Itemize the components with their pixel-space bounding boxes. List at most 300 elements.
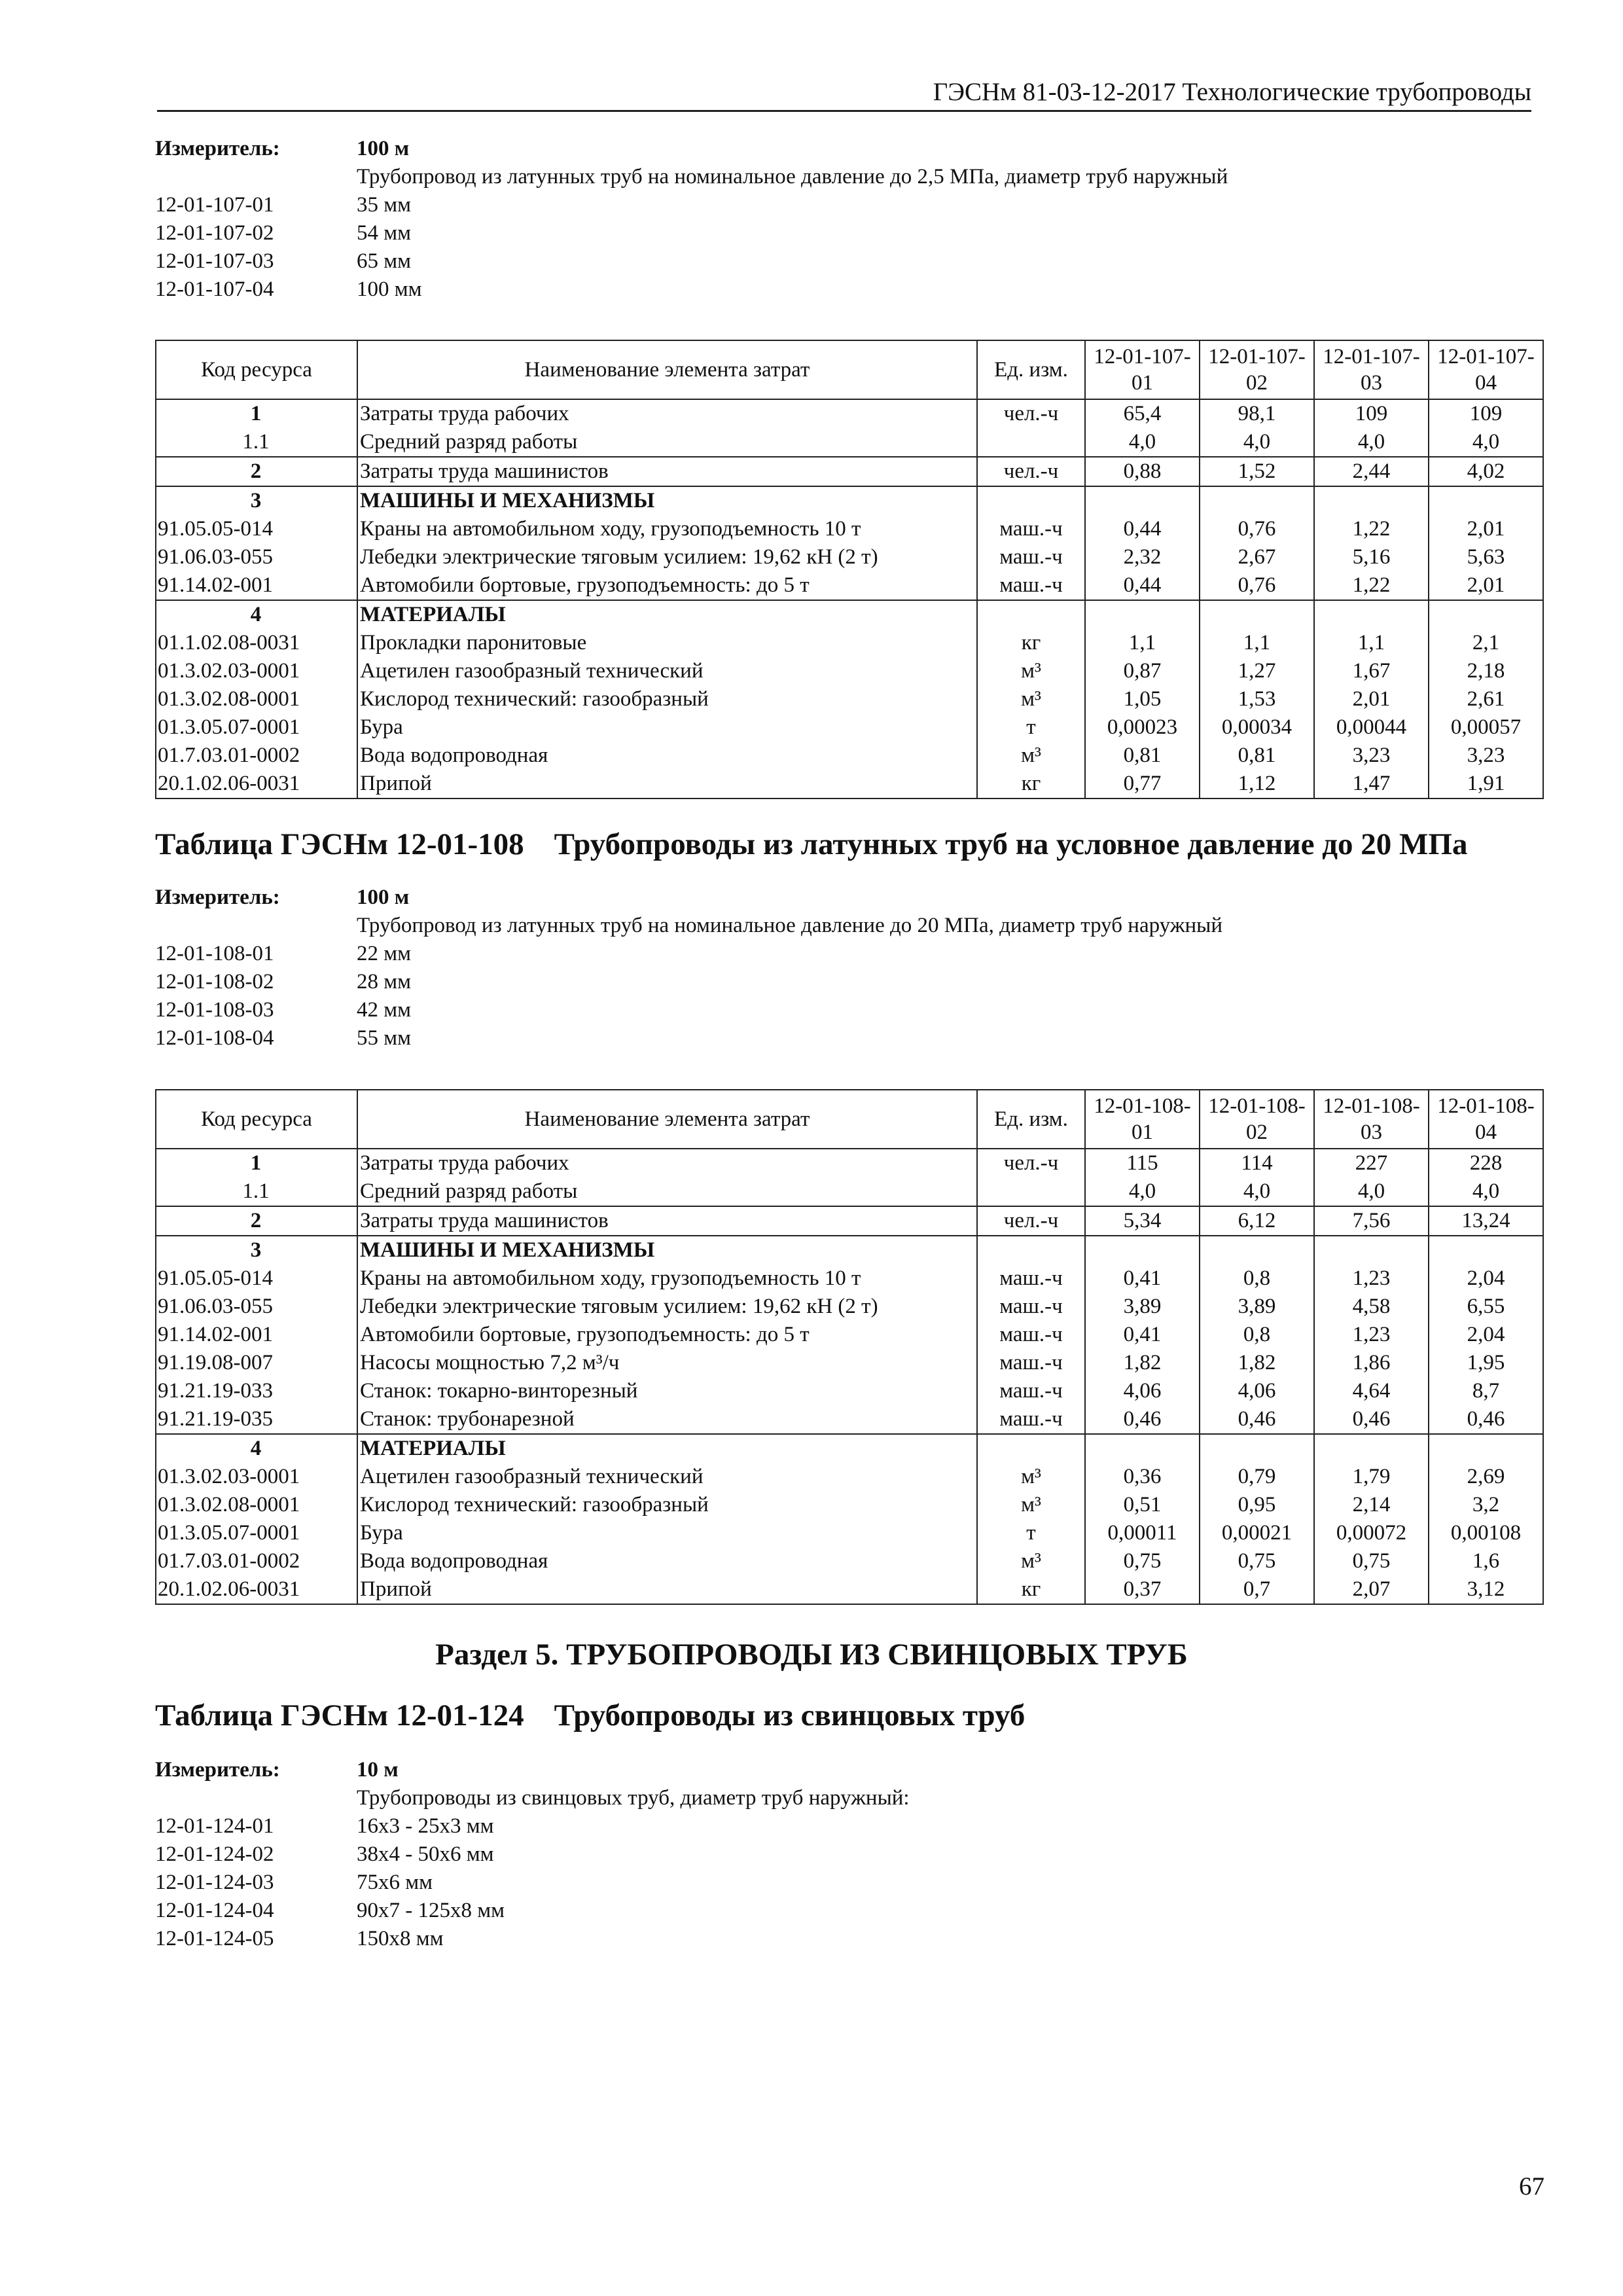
rate-value: 5,63 [1429,543,1543,571]
rate-value: 1,22 [1314,515,1429,543]
rate-value: 4,64 [1314,1377,1429,1405]
rate-value [1200,1236,1314,1265]
resource-unit [977,600,1085,629]
resource-name: Затраты труда машинистов [357,457,977,486]
rate-value: 0,46 [1200,1405,1314,1434]
resource-code: 20.1.02.06-0031 [156,770,357,798]
rate-value: 1,27 [1200,657,1314,685]
table-row [156,1293,1543,1321]
item-code: 12-01-108-04 [155,1026,274,1050]
table-row [156,1463,1543,1491]
rate-value: 2,61 [1429,685,1543,713]
item-value: 75x6 мм [357,1871,433,1894]
table-row [156,515,1543,543]
resource-name: Насосы мощностью 7,2 м³/ч [357,1349,977,1377]
rate-value: 4,58 [1314,1293,1429,1321]
rate-value: 1,23 [1314,1321,1429,1349]
table-row [156,685,1543,713]
item-code: 12-01-124-03 [155,1871,274,1894]
rate-value [1314,1236,1429,1265]
resource-unit: т [977,713,1085,742]
resource-code: 01.3.02.08-0001 [156,1491,357,1519]
rate-value: 4,06 [1085,1377,1200,1405]
rate-value: 5,16 [1314,543,1429,571]
table-row [156,1177,1543,1206]
rate-value: 1,86 [1314,1349,1429,1377]
resource-code: 01.7.03.01-0002 [156,742,357,770]
resource-name: Затраты труда рабочих [357,1149,977,1177]
table-header-row [156,340,1543,399]
resource-code: 2 [156,1206,357,1236]
resource-unit: чел.-ч [977,399,1085,428]
resource-name: Лебедки электрические тяговым усилием: 19,62 кН (2 т) [357,543,977,571]
rate-value: 0,41 [1085,1321,1200,1349]
resource-unit: чел.-ч [977,1149,1085,1177]
rate-value: 2,04 [1429,1321,1543,1349]
rate-value: 0,00044 [1314,713,1429,742]
resource-unit [977,1236,1085,1265]
resource-code: 01.3.05.07-0001 [156,1519,357,1547]
measure-block-108 [155,884,1543,1052]
rate-value: 0,8 [1200,1321,1314,1349]
table-title-108 [155,825,1543,863]
rate-value: 7,56 [1314,1206,1429,1236]
meter-value: 10 м [357,1758,399,1782]
rate-value: 109 [1429,399,1543,428]
rate-value: 0,95 [1200,1491,1314,1519]
rate-value: 227 [1314,1149,1429,1177]
rate-value [1085,1434,1200,1463]
resource-unit: маш.-ч [977,1321,1085,1349]
table-title-code: Таблица ГЭСНм 12-01-108 [155,827,524,861]
item-row [155,1840,1543,1869]
rate-value: 2,1 [1429,629,1543,657]
col-header-variant: 12-01-108-03 [1314,1090,1429,1149]
table-row [156,399,1543,428]
rate-value [1085,486,1200,515]
col-header-variant: 12-01-108-04 [1429,1090,1543,1149]
rate-value: 0,76 [1200,515,1314,543]
measure-block-107 [155,135,1543,304]
measure-description: Трубопроводы из свинцовых труб, диаметр труб наружный: [357,1786,910,1810]
item-code: 12-01-108-01 [155,942,274,965]
rate-value [1200,600,1314,629]
rate-value: 3,2 [1429,1491,1543,1519]
resource-unit: м³ [977,742,1085,770]
resource-code: 01.3.02.03-0001 [156,657,357,685]
resource-name: Затраты труда рабочих [357,399,977,428]
rate-value [1314,486,1429,515]
resource-name: Кислород технический: газообразный [357,685,977,713]
table-row [156,657,1543,685]
rate-value: 0,00011 [1085,1519,1200,1547]
item-value: 100 мм [357,278,422,301]
resource-unit: маш.-ч [977,571,1085,600]
table-row [156,1149,1543,1177]
resource-unit: т [977,1519,1085,1547]
resource-unit: чел.-ч [977,457,1085,486]
rate-value: 2,67 [1200,543,1314,571]
resource-unit [977,1434,1085,1463]
item-code: 12-01-108-02 [155,970,274,994]
resource-name: Припой [357,1575,977,1604]
resource-table-108 [155,1089,1544,1605]
table-row [156,1206,1543,1236]
resource-code: 91.21.19-033 [156,1377,357,1405]
item-row [155,1925,1543,1953]
resource-code: 91.19.08-007 [156,1349,357,1377]
table-row [156,1547,1543,1575]
table-row [156,1575,1543,1604]
rate-value [1314,1434,1429,1463]
resource-unit: м³ [977,685,1085,713]
resource-unit: маш.-ч [977,1405,1085,1434]
resource-code: 3 [156,486,357,515]
rate-value: 0,81 [1200,742,1314,770]
item-code: 12-01-124-05 [155,1927,274,1950]
resource-code: 91.14.02-001 [156,1321,357,1349]
resource-name: Ацетилен газообразный технический [357,657,977,685]
rate-value: 98,1 [1200,399,1314,428]
rate-value: 0,75 [1314,1547,1429,1575]
resource-name: МАТЕРИАЛЫ [357,600,977,629]
resource-unit: чел.-ч [977,1206,1085,1236]
item-value: 65 мм [357,249,412,273]
rate-value: 6,12 [1200,1206,1314,1236]
rate-value: 0,51 [1085,1491,1200,1519]
rate-value: 1,95 [1429,1349,1543,1377]
resource-unit [977,428,1085,457]
item-value: 55 мм [357,1026,412,1050]
col-header-code: Код ресурса [156,340,357,399]
table-row [156,428,1543,457]
resource-name: Станок: токарно-винторезный [357,1377,977,1405]
resource-name: Ацетилен газообразный технический [357,1463,977,1491]
col-header-name: Наименование элемента затрат [357,1090,977,1149]
resource-unit: маш.-ч [977,1293,1085,1321]
rate-value: 1,6 [1429,1547,1543,1575]
resource-code: 1.1 [156,428,357,457]
rate-value: 0,46 [1429,1405,1543,1434]
rate-value: 0,79 [1200,1463,1314,1491]
rate-value: 1,1 [1314,629,1429,657]
table-row [156,1405,1543,1434]
rate-value: 1,22 [1314,571,1429,600]
resource-unit: кг [977,1575,1085,1604]
table-row [156,713,1543,742]
item-row [155,276,1543,304]
item-code: 12-01-107-01 [155,193,274,217]
rate-value: 0,00108 [1429,1519,1543,1547]
resource-unit: кг [977,629,1085,657]
rate-value: 1,05 [1085,685,1200,713]
resource-unit: маш.-ч [977,1349,1085,1377]
col-header-variant: 12-01-107-03 [1314,340,1429,399]
rate-value: 228 [1429,1149,1543,1177]
resource-code: 91.05.05-014 [156,1265,357,1293]
resource-name: Станок: трубонарезной [357,1405,977,1434]
resource-name: МАТЕРИАЛЫ [357,1434,977,1463]
item-code: 12-01-124-04 [155,1899,274,1922]
rate-value [1200,486,1314,515]
rate-value: 0,77 [1085,770,1200,798]
resource-unit: м³ [977,1463,1085,1491]
resource-code: 01.7.03.01-0002 [156,1547,357,1575]
resource-code: 1.1 [156,1177,357,1206]
rate-value: 1,47 [1314,770,1429,798]
rate-value: 1,1 [1085,629,1200,657]
rate-value: 0,46 [1085,1405,1200,1434]
item-value: 28 мм [357,970,412,994]
item-row [155,1869,1543,1897]
resource-code: 91.05.05-014 [156,515,357,543]
rate-value: 8,7 [1429,1377,1543,1405]
rate-value: 2,04 [1429,1265,1543,1293]
resource-code: 91.06.03-055 [156,543,357,571]
resource-code: 1 [156,399,357,428]
resource-code: 91.21.19-035 [156,1405,357,1434]
rate-value: 4,0 [1314,1177,1429,1206]
rate-value: 0,41 [1085,1265,1200,1293]
rate-value: 2,01 [1314,685,1429,713]
rate-value: 0,76 [1200,571,1314,600]
rate-value [1314,600,1429,629]
resource-name: Краны на автомобильном ходу, грузоподъемность 10 т [357,1265,977,1293]
measure-description: Трубопровод из латунных труб на номинальное давление до 20 МПа, диаметр труб наружный [357,914,1223,937]
item-row [155,247,1543,276]
resource-unit: маш.-ч [977,1265,1085,1293]
running-header: ГЭСНм 81-03-12-2017 Технологические трубопроводы [157,77,1531,112]
table-row [156,600,1543,629]
rate-value: 4,0 [1200,1177,1314,1206]
rate-value: 0,00057 [1429,713,1543,742]
table-title-text: Трубопроводы из латунных труб на условное давление до 20 МПа [554,827,1468,861]
rate-value: 2,07 [1314,1575,1429,1604]
resource-name: Припой [357,770,977,798]
resource-name: МАШИНЫ И МЕХАНИЗМЫ [357,486,977,515]
rate-value: 0,46 [1314,1405,1429,1434]
rate-value: 0,7 [1200,1575,1314,1604]
rate-value: 0,75 [1085,1547,1200,1575]
col-header-variant: 12-01-108-02 [1200,1090,1314,1149]
rate-value: 4,0 [1429,1177,1543,1206]
table-row [156,1491,1543,1519]
measure-description: Трубопровод из латунных труб на номинальное давление до 2,5 МПа, диаметр труб наружный [357,165,1228,188]
rate-value: 4,02 [1429,457,1543,486]
resource-code: 01.3.05.07-0001 [156,713,357,742]
col-header-unit: Ед. изм. [977,1090,1085,1149]
rate-value: 0,75 [1200,1547,1314,1575]
resource-code: 91.14.02-001 [156,571,357,600]
item-code: 12-01-108-03 [155,998,274,1022]
rate-value: 2,44 [1314,457,1429,486]
rate-value: 1,23 [1314,1265,1429,1293]
item-value: 42 мм [357,998,412,1022]
rate-value: 0,00072 [1314,1519,1429,1547]
meter-value: 100 м [357,137,410,160]
col-header-code: Код ресурса [156,1090,357,1149]
resource-code: 3 [156,1236,357,1265]
rate-value: 3,12 [1429,1575,1543,1604]
rate-value: 0,00034 [1200,713,1314,742]
section-title: Раздел 5. ТРУБОПРОВОДЫ ИЗ СВИНЦОВЫХ ТРУБ [435,1638,1188,1672]
item-row [155,1812,1543,1840]
col-header-variant: 12-01-107-04 [1429,340,1543,399]
resource-name: МАШИНЫ И МЕХАНИЗМЫ [357,1236,977,1265]
item-value: 54 мм [357,221,412,245]
resource-unit: маш.-ч [977,515,1085,543]
item-row [155,1897,1543,1925]
item-code: 12-01-107-02 [155,221,274,245]
resource-name: Вода водопроводная [357,1547,977,1575]
resource-code: 4 [156,1434,357,1463]
item-value: 35 мм [357,193,412,217]
table-title-code: Таблица ГЭСНм 12-01-124 [155,1698,524,1732]
resource-name: Бура [357,1519,977,1547]
rate-value: 13,24 [1429,1206,1543,1236]
rate-value: 3,89 [1085,1293,1200,1321]
table-row [156,1265,1543,1293]
rate-value: 3,23 [1429,742,1543,770]
resource-unit: м³ [977,1491,1085,1519]
rate-value: 1,82 [1085,1349,1200,1377]
rate-value: 0,37 [1085,1575,1200,1604]
rate-value: 4,0 [1200,428,1314,457]
rate-value [1200,1434,1314,1463]
resource-name: Средний разряд работы [357,1177,977,1206]
table-title-124 [155,1696,1543,1734]
rate-value: 1,52 [1200,457,1314,486]
rate-value: 5,34 [1085,1206,1200,1236]
rate-value [1429,1434,1543,1463]
resource-name: Вода водопроводная [357,742,977,770]
table-header-row [156,1090,1543,1149]
item-row [155,996,1543,1024]
rate-value: 114 [1200,1149,1314,1177]
resource-code: 01.3.02.08-0001 [156,685,357,713]
item-row [155,1024,1543,1052]
rate-value: 4,0 [1314,428,1429,457]
resource-unit: м³ [977,1547,1085,1575]
item-code: 12-01-124-02 [155,1842,274,1866]
resource-unit: маш.-ч [977,543,1085,571]
page-number: 67 [1519,2172,1544,2200]
item-value: 38x4 - 50x6 мм [357,1842,494,1866]
resource-name: Прокладки паронитовые [357,629,977,657]
resource-code: 2 [156,457,357,486]
rate-value [1429,600,1543,629]
resource-name: Автомобили бортовые, грузоподъемность: до 5 т [357,571,977,600]
rate-value: 4,06 [1200,1377,1314,1405]
resource-name: Затраты труда машинистов [357,1206,977,1236]
rate-value: 2,69 [1429,1463,1543,1491]
rate-value: 0,88 [1085,457,1200,486]
meter-label: Измеритель: [155,1758,280,1782]
rate-value: 0,36 [1085,1463,1200,1491]
meter-value: 100 м [357,886,410,909]
rate-value: 2,32 [1085,543,1200,571]
rate-value [1085,1236,1200,1265]
table-row [156,742,1543,770]
item-row [155,191,1543,219]
item-row [155,940,1543,968]
item-value: 90x7 - 125x8 мм [357,1899,505,1922]
table-row [156,1377,1543,1405]
rate-value: 1,1 [1200,629,1314,657]
item-value: 16x3 - 25x3 мм [357,1814,494,1838]
table-row [156,457,1543,486]
table-row [156,1321,1543,1349]
rate-value: 2,18 [1429,657,1543,685]
rate-value: 0,44 [1085,515,1200,543]
col-header-variant: 12-01-107-02 [1200,340,1314,399]
table-row [156,571,1543,600]
rate-value: 115 [1085,1149,1200,1177]
resource-unit: кг [977,770,1085,798]
meter-label: Измеритель: [155,886,280,909]
rate-value: 3,89 [1200,1293,1314,1321]
resource-name: Автомобили бортовые, грузоподъемность: до 5 т [357,1321,977,1349]
resource-unit: маш.-ч [977,1377,1085,1405]
table-row [156,1236,1543,1265]
resource-code: 91.06.03-055 [156,1293,357,1321]
table-row [156,543,1543,571]
table-row [156,486,1543,515]
rate-value: 0,8 [1200,1265,1314,1293]
item-row [155,968,1543,996]
resource-unit [977,1177,1085,1206]
item-value: 22 мм [357,942,412,965]
rate-value: 4,0 [1429,428,1543,457]
resource-code: 01.3.02.03-0001 [156,1463,357,1491]
rate-value: 1,12 [1200,770,1314,798]
measure-block-124 [155,1756,1543,1953]
col-header-name: Наименование элемента затрат [357,340,977,399]
table-row [156,1519,1543,1547]
item-code: 12-01-107-03 [155,249,274,273]
rate-value: 0,00021 [1200,1519,1314,1547]
rate-value: 0,44 [1085,571,1200,600]
rate-value: 0,87 [1085,657,1200,685]
resource-name: Средний разряд работы [357,428,977,457]
item-code: 12-01-124-01 [155,1814,274,1838]
rate-value: 3,23 [1314,742,1429,770]
table-row [156,1434,1543,1463]
resource-unit [977,486,1085,515]
col-header-variant: 12-01-108-01 [1085,1090,1200,1149]
rate-value: 1,79 [1314,1463,1429,1491]
resource-code: 4 [156,600,357,629]
rate-value: 1,91 [1429,770,1543,798]
rate-value [1085,600,1200,629]
rate-value: 2,01 [1429,571,1543,600]
table-title-text: Трубопроводы из свинцовых труб [554,1698,1026,1732]
resource-code: 1 [156,1149,357,1177]
table-row [156,1349,1543,1377]
rate-value: 0,81 [1085,742,1200,770]
resource-code: 20.1.02.06-0031 [156,1575,357,1604]
rate-value [1429,1236,1543,1265]
item-value: 150x8 мм [357,1927,444,1950]
rate-value [1429,486,1543,515]
resource-table-107 [155,340,1544,799]
resource-code: 01.1.02.08-0031 [156,629,357,657]
col-header-variant: 12-01-107-01 [1085,340,1200,399]
resource-name: Бура [357,713,977,742]
table-row [156,770,1543,798]
item-row [155,219,1543,247]
rate-value: 109 [1314,399,1429,428]
